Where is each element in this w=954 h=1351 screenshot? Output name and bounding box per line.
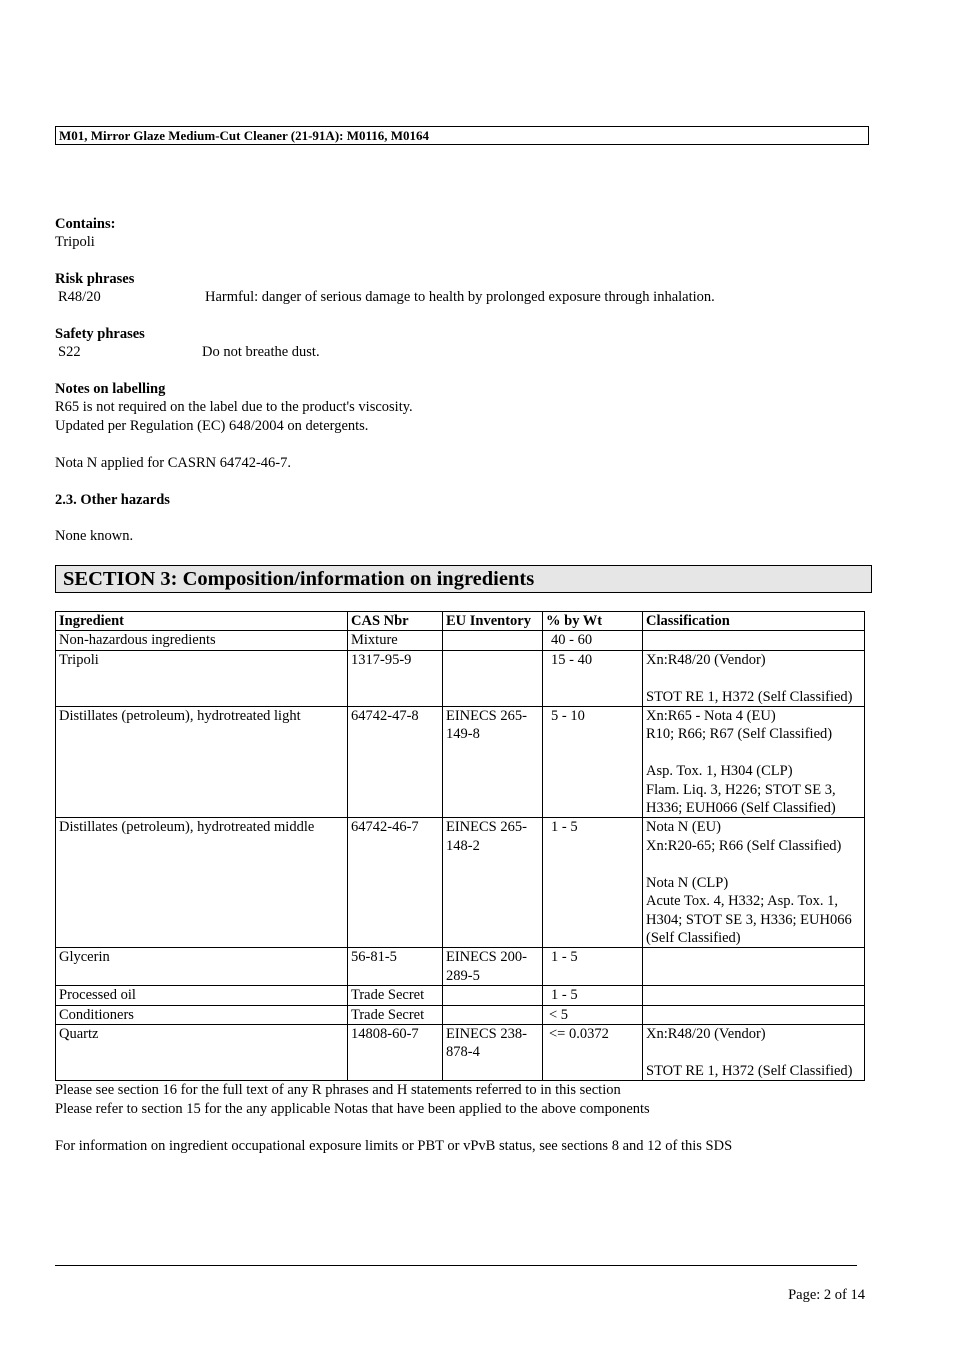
contains-value: Tripoli	[55, 234, 95, 250]
safety-phrases-heading: Safety phrases	[55, 326, 145, 342]
risk-phrases-heading: Risk phrases	[55, 271, 135, 287]
cell-wt: 1 - 5	[543, 948, 643, 986]
cell-classification: Xn:R48/20 (Vendor) STOT RE 1, H372 (Self Classified)	[643, 650, 865, 706]
header-cas-nbr: CAS Nbr	[348, 612, 443, 631]
table-row	[56, 1024, 865, 1080]
cell-eu	[443, 631, 543, 650]
ingredients-table	[55, 611, 865, 1081]
cell-ingredient: Distillates (petroleum), hydrotreated light	[56, 707, 348, 818]
table-row	[56, 650, 865, 706]
cell-classification	[643, 986, 865, 1005]
cell-cas: 64742-47-8	[348, 707, 443, 818]
cell-eu: EINECS 200-289-5	[443, 948, 543, 986]
cell-cas: 14808-60-7	[348, 1024, 443, 1080]
footnote-line-1: Please see section 16 for the full text of any R phrases and H statements referred to in this section	[55, 1082, 621, 1098]
table-row	[56, 631, 865, 650]
header-classification: Classification	[643, 612, 865, 631]
cell-cas: 56-81-5	[348, 948, 443, 986]
table-header-row	[56, 612, 865, 631]
cell-cas: 64742-46-7	[348, 818, 443, 948]
cell-wt: 15 - 40	[543, 650, 643, 706]
cell-classification	[643, 1005, 865, 1024]
cell-cas: Mixture	[348, 631, 443, 650]
table-row	[56, 818, 865, 948]
cell-wt: < 5	[543, 1005, 643, 1024]
document-header-title: M01, Mirror Glaze Medium-Cut Cleaner (21-91A): M0116, M0164	[55, 126, 869, 145]
table-row	[56, 948, 865, 986]
other-hazards-text: None known.	[55, 528, 134, 544]
safety-phrase-code: S22	[58, 344, 81, 360]
table-row	[56, 986, 865, 1005]
footer-rule	[55, 1265, 857, 1266]
cell-wt: 40 - 60	[543, 631, 643, 650]
cell-eu	[443, 986, 543, 1005]
cell-cas: Trade Secret	[348, 1005, 443, 1024]
footnote-line-2: Please refer to section 15 for the any applicable Notas that have been applied to the above components	[55, 1101, 650, 1117]
other-hazards-heading: 2.3. Other hazards	[55, 492, 170, 508]
cell-classification	[643, 948, 865, 986]
cell-cas: Trade Secret	[348, 986, 443, 1005]
cell-ingredient: Tripoli	[56, 650, 348, 706]
page-number: Page: 2 of 14	[788, 1287, 865, 1303]
notes-line-1: R65 is not required on the label due to the product's viscosity.	[55, 399, 413, 415]
cell-eu: EINECS 265-148-2	[443, 818, 543, 948]
cell-ingredient: Conditioners	[56, 1005, 348, 1024]
cell-ingredient: Glycerin	[56, 948, 348, 986]
header-percent-by-wt: % by Wt	[543, 612, 643, 631]
risk-phrase-code: R48/20	[58, 289, 101, 305]
cell-classification: Xn:R65 - Nota 4 (EU) R10; R66; R67 (Self Classified) Asp. Tox. 1, H304 (CLP) Flam. Liq. 3, H226; STOT SE 3, H336; EUH066 (Self Classified)	[643, 707, 865, 818]
table-row	[56, 707, 865, 818]
cell-wt: 5 - 10	[543, 707, 643, 818]
cell-cas: 1317-95-9	[348, 650, 443, 706]
risk-phrase-text: Harmful: danger of serious damage to health by prolonged exposure through inhalation.	[205, 289, 715, 305]
cell-wt: 1 - 5	[543, 986, 643, 1005]
cell-eu	[443, 1005, 543, 1024]
cell-eu: EINECS 238-878-4	[443, 1024, 543, 1080]
cell-classification	[643, 631, 865, 650]
header-ingredient: Ingredient	[56, 612, 348, 631]
contains-heading: Contains:	[55, 216, 116, 232]
notes-labelling-heading: Notes on labelling	[55, 381, 166, 397]
notes-line-3: Nota N applied for CASRN 64742-46-7.	[55, 455, 292, 471]
notes-line-2: Updated per Regulation (EC) 648/2004 on detergents.	[55, 418, 369, 434]
safety-phrase-text: Do not breathe dust.	[202, 344, 320, 360]
cell-ingredient: Quartz	[56, 1024, 348, 1080]
cell-ingredient: Distillates (petroleum), hydrotreated middle	[56, 818, 348, 948]
cell-classification: Nota N (EU) Xn:R20-65; R66 (Self Classified) Nota N (CLP) Acute Tox. 4, H332; Asp. Tox. 1, H304; STOT SE 3, H336; EUH066 (Self Classified)	[643, 818, 865, 948]
cell-eu	[443, 650, 543, 706]
section-3-title: SECTION 3: Composition/information on ingredients	[55, 565, 872, 593]
cell-wt: 1 - 5	[543, 818, 643, 948]
footnote-line-3: For information on ingredient occupational exposure limits or PBT or vPvB status, see sections 8 and 12 of this SDS	[55, 1138, 733, 1154]
cell-classification: Xn:R48/20 (Vendor) STOT RE 1, H372 (Self Classified)	[643, 1024, 865, 1080]
cell-eu: EINECS 265-149-8	[443, 707, 543, 818]
cell-ingredient: Non-hazardous ingredients	[56, 631, 348, 650]
cell-wt: <= 0.0372	[543, 1024, 643, 1080]
table-row	[56, 1005, 865, 1024]
cell-ingredient: Processed oil	[56, 986, 348, 1005]
header-eu-inventory: EU Inventory	[443, 612, 543, 631]
